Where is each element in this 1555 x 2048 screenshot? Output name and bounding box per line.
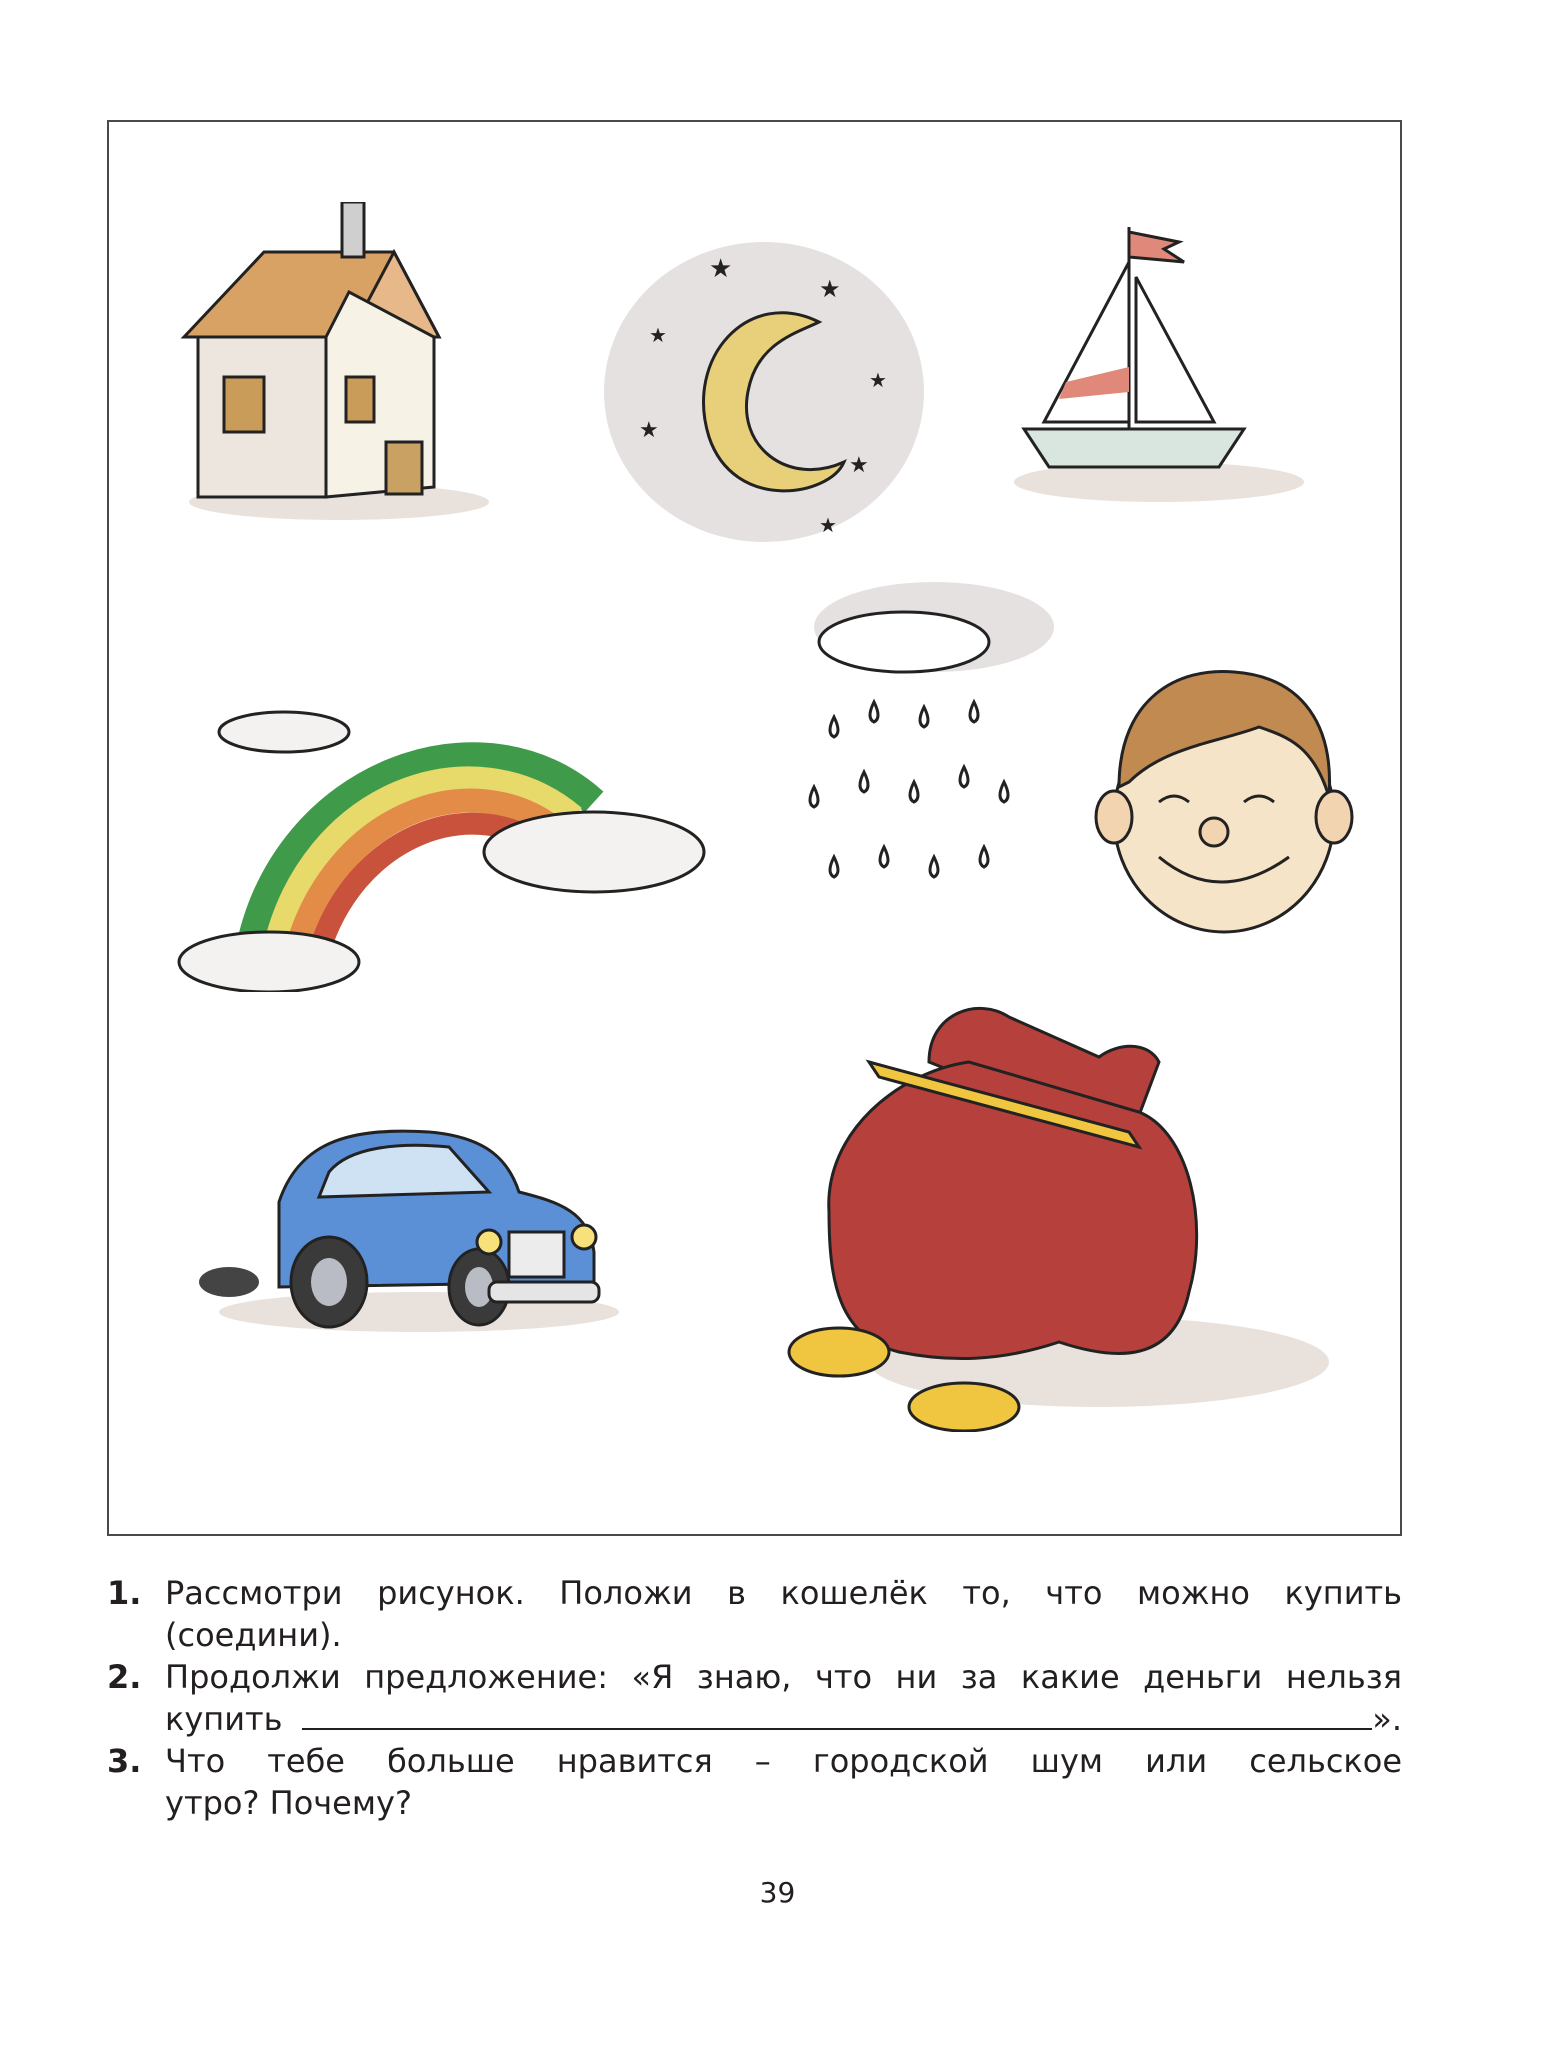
answer-line[interactable] <box>302 1698 1372 1730</box>
task-1 <box>107 1572 1402 1614</box>
task-text-end: ». <box>1372 1700 1402 1738</box>
task-list <box>107 1572 1402 1824</box>
svg-text:★: ★ <box>869 368 887 392</box>
svg-text:★: ★ <box>819 275 841 303</box>
moon-icon[interactable] <box>599 227 929 557</box>
task-2 <box>107 1656 1402 1698</box>
task-text: купить <box>165 1700 283 1738</box>
page-number: 39 <box>759 1876 796 1909</box>
svg-text:★: ★ <box>649 323 667 347</box>
svg-text:★: ★ <box>819 513 837 537</box>
task-number: 3. <box>107 1742 142 1780</box>
purse-icon[interactable] <box>769 1002 1339 1432</box>
task-number: 1. <box>107 1574 142 1612</box>
rainbow-icon[interactable] <box>174 692 734 992</box>
svg-text:★: ★ <box>709 254 733 284</box>
house-icon[interactable] <box>164 202 504 552</box>
boy-face-icon[interactable] <box>1089 657 1359 942</box>
car-icon[interactable] <box>189 1112 639 1352</box>
picture-frame <box>107 120 1402 1536</box>
rain-cloud-icon[interactable] <box>774 567 1064 932</box>
task-text: Продолжи предложение: «Я знаю, что ни за какие деньги нельзя <box>165 1658 1402 1696</box>
task-text: утро? Почему? <box>165 1784 412 1822</box>
task-2-continued <box>107 1698 1402 1740</box>
task-1-continued <box>107 1614 1402 1656</box>
svg-text:★: ★ <box>849 453 869 478</box>
task-text: Рассмотри рисунок. Положи в кошелёк то, что можно купить <box>165 1574 1402 1612</box>
task-3 <box>107 1740 1402 1782</box>
task-text: Что тебе больше нравится – городской шум или сельское <box>165 1742 1402 1780</box>
task-text: (соедини). <box>165 1616 342 1654</box>
task-3-continued <box>107 1782 1402 1824</box>
svg-text:★: ★ <box>639 418 659 443</box>
task-number: 2. <box>107 1658 142 1696</box>
sailboat-icon[interactable] <box>1004 217 1319 537</box>
